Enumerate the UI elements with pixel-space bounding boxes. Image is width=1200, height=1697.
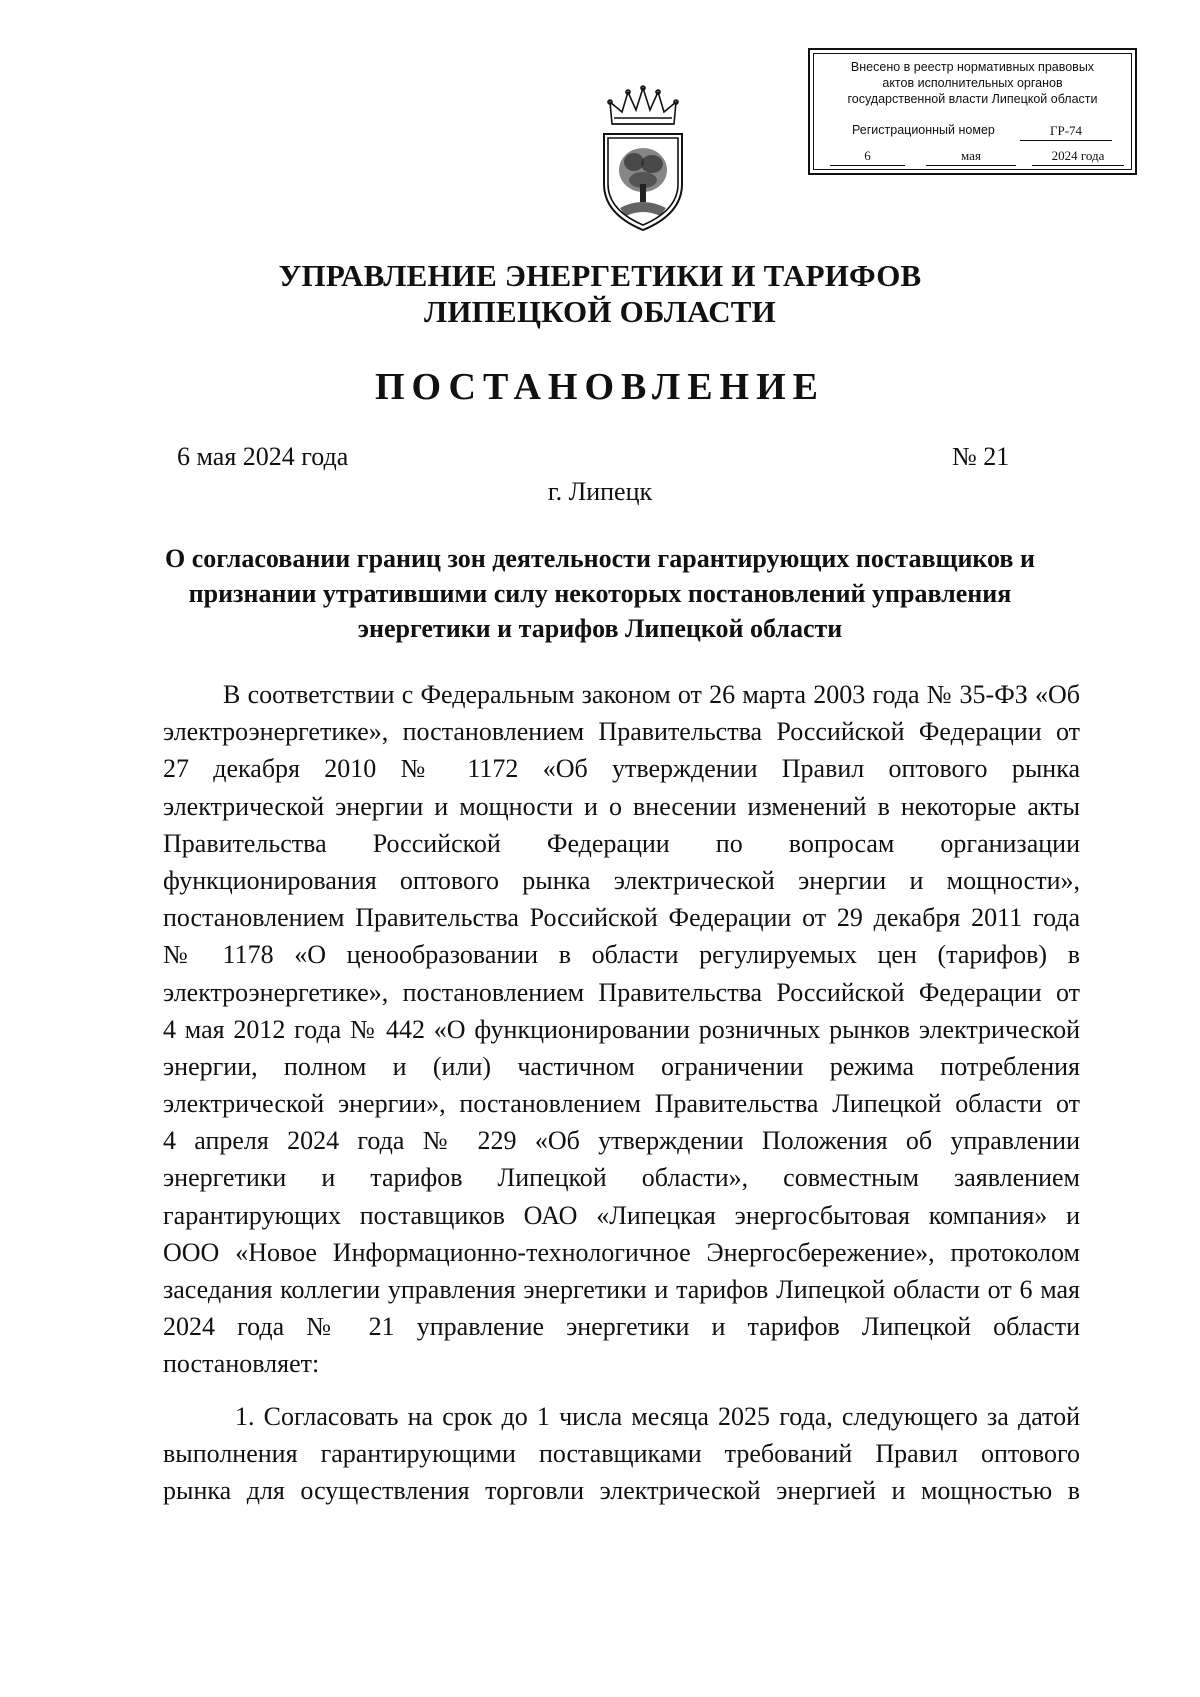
registry-stamp — [808, 48, 1137, 175]
text-line: ООО «Новое Информационно-технологичное Энергосбережение», протоколом — [163, 1237, 1080, 1267]
text-line: электроэнергетике», постановлением Правительства Российской Федерации от — [163, 717, 1080, 747]
preamble-paragraph — [163, 676, 1080, 1383]
text-line: гарантирующих поставщиков ОАО «Липецкая энергосбытовая компания» и — [163, 1200, 1080, 1230]
stamp-reg-label: Регистрационный номер — [852, 123, 995, 137]
text-line: 4 апреля 2024 года № 229 «Об утверждении Положения об управлении — [163, 1126, 1080, 1156]
clause-1-paragraph — [163, 1398, 1080, 1510]
text-line: выполнения гарантирующими поставщиками требований Правил оптового — [163, 1439, 1080, 1469]
text-line: рынка для осуществления торговли электрической энергией и мощностью в — [163, 1476, 1080, 1506]
document-date: 6 мая 2024 года — [177, 442, 349, 471]
document-city: г. Липецк — [547, 477, 653, 506]
stamp-month: мая — [926, 148, 1016, 166]
text-line: электрической энергии и мощности и о внесении изменений в некоторые акты — [163, 791, 1080, 821]
text-line: заседания коллегии управления энергетики и тарифов Липецкой области от 6 мая — [163, 1275, 1080, 1304]
agency-name-line2: ЛИПЕЦКОЙ ОБЛАСТИ — [424, 294, 776, 329]
text-line: № 1178 «О ценообразовании в области регулируемых цен (тарифов) в — [163, 940, 1080, 970]
text-line: функционирования оптового рынка электрической энергии и мощности», — [163, 865, 1080, 895]
text-line: постановлением Правительства Российской Федерации от 29 декабря 2011 года — [163, 903, 1080, 933]
stamp-line: Внесено в реестр нормативных правовых — [850, 60, 1095, 74]
title-line: О согласовании границ зон деятельности гарантирующих поставщиков и — [165, 544, 1035, 573]
stamp-day: 6 — [830, 148, 905, 166]
document-title — [150, 541, 1050, 646]
text-line: энергетики и тарифов Липецкой области», совместным заявлением — [163, 1163, 1080, 1193]
lipetsk-coat-of-arms-icon — [600, 84, 686, 232]
stamp-reg-number: ГР-74 — [1020, 123, 1112, 141]
document-number: № 21 — [952, 442, 1010, 471]
title-line: энергетики и тарифов Липецкой области — [357, 614, 843, 643]
text-line: 27 декабря 2010 № 1172 «Об утверждении Правил оптового рынка — [163, 754, 1080, 784]
text-line: электроэнергетике», постановлением Правительства Российской Федерации от — [163, 977, 1080, 1007]
text-line: электрической энергии», постановлением Правительства Липецкой области от — [163, 1089, 1080, 1119]
text-line: Правительства Российской Федерации по вопросам организации — [163, 828, 1080, 858]
text-line: энергии, полном и (или) частичном ограничении режима потребления — [163, 1051, 1080, 1081]
text-line: 1. Согласовать на срок до 1 числа месяца 2025 года, следующего за датой — [235, 1402, 1080, 1431]
document-type: ПОСТАНОВЛЕНИЕ — [374, 366, 826, 408]
text-line: 2024 года № 21 управление энергетики и тарифов Липецкой области — [163, 1312, 1080, 1342]
text-line: 4 мая 2012 года № 442 «О функционировании розничных рынков электрической — [163, 1014, 1080, 1044]
text-line: В соответствии с Федеральным законом от 26 марта 2003 года № 35-ФЗ «Об — [223, 680, 1080, 709]
title-line: признании утратившими силу некоторых постановлений управления — [188, 579, 1012, 608]
stamp-line: государственной власти Липецкой области — [847, 92, 1098, 106]
stamp-line: актов исполнительных органов — [882, 76, 1063, 90]
agency-name-line1: УПРАВЛЕНИЕ ЭНЕРГЕТИКИ И ТАРИФОВ — [278, 258, 922, 293]
stamp-year: 2024 года — [1032, 148, 1124, 166]
text-line: постановляет: — [163, 1349, 320, 1379]
